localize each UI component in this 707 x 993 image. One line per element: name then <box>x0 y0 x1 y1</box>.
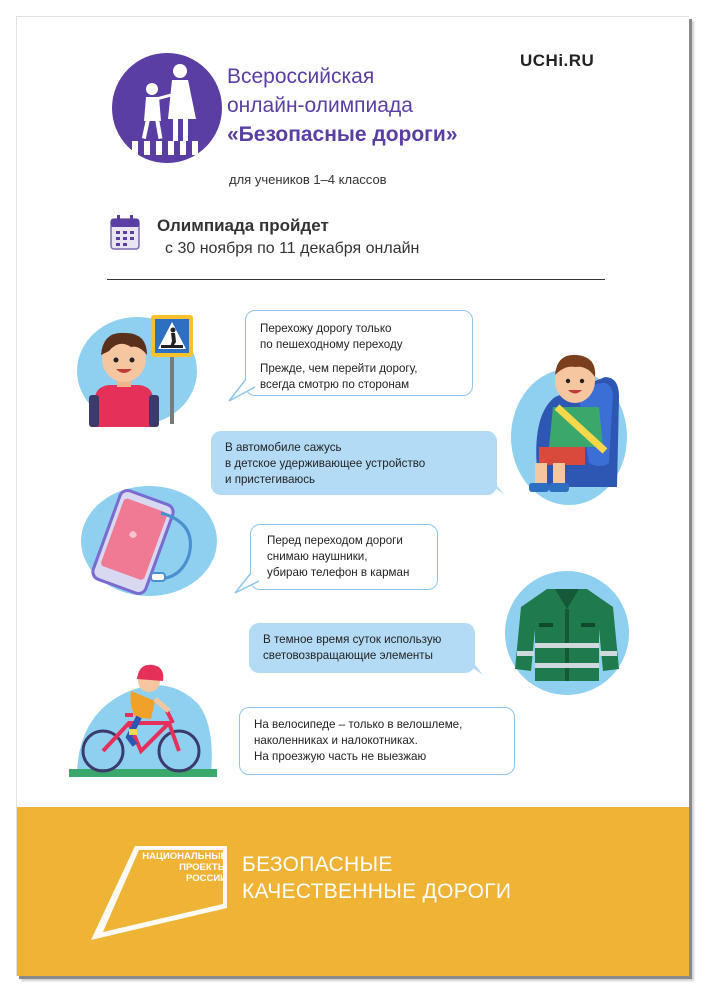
tip-text: и пристегиваюсь <box>225 473 316 486</box>
tip-text: всегда смотрю по сторонам <box>260 378 410 391</box>
title-line-2: онлайн-олимпиада <box>227 94 413 117</box>
tip-text: На велосипеде – только в велошлеме, <box>254 718 463 731</box>
footer-title-line-2: КАЧЕСТВЕННЫЕ ДОРОГИ <box>242 880 512 903</box>
divider <box>107 279 605 280</box>
tip-text: убираю телефон в карман <box>267 566 410 579</box>
bubble-tail <box>233 571 261 595</box>
np-line-1: НАЦИОНАЛЬНЫЕ <box>142 851 227 862</box>
tip-bubble-car-seat <box>211 431 497 495</box>
bubble-tail <box>479 477 507 497</box>
children-crossing-logo <box>112 53 222 163</box>
tip-text: В автомобиле сажусь <box>225 441 342 454</box>
poster-page <box>16 16 689 976</box>
bubble-tail <box>227 377 257 403</box>
tip-text: световозвращающие элементы <box>263 649 433 662</box>
olympiad-title <box>227 62 547 149</box>
tip-bubble-bicycle <box>239 707 515 775</box>
tip-text: Перехожу дорогу только <box>260 322 392 335</box>
calendar-icon <box>109 215 141 251</box>
np-line-2: ПРОЕКТЫ <box>179 862 227 873</box>
tip-text: по пешеходному переходу <box>260 338 403 351</box>
uchi-ru-logo: UCHi.RU <box>520 51 595 70</box>
tip-bubble-crosswalk <box>245 310 473 396</box>
national-projects-footer <box>17 807 689 976</box>
tip-text: Перед переходом дороги <box>267 534 403 547</box>
title-line-3: «Безопасные дороги» <box>227 123 458 146</box>
grade-subtitle: для учеников 1–4 классов <box>229 172 387 187</box>
tip-text: На проезжую часть не выезжаю <box>254 750 427 763</box>
national-projects-label <box>137 851 227 884</box>
dates-heading: Олимпиада пройдет <box>157 216 329 235</box>
child-car-seat-illustration <box>509 337 634 507</box>
dates-text: с 30 ноября по 11 декабря онлайн <box>165 240 420 257</box>
reflective-jacket-illustration <box>503 569 631 697</box>
safe-roads-title <box>242 851 511 905</box>
tip-text: Прежде, чем перейти дорогу, <box>260 362 418 375</box>
tip-text: в детское удерживающее устройство <box>225 457 426 470</box>
tip-bubble-reflective <box>249 623 475 673</box>
bubble-tail <box>457 657 485 677</box>
phone-earphones-illustration <box>77 483 217 598</box>
boy-crosswalk-illustration <box>75 309 205 427</box>
tip-text: наколенниках и налокотниках. <box>254 734 418 747</box>
girl-bicycle-illustration <box>69 655 217 777</box>
np-line-3: РОССИИ <box>186 873 227 884</box>
title-line-1: Всероссийская <box>227 65 375 88</box>
tip-bubble-headphones <box>250 524 438 590</box>
footer-title-line-1: БЕЗОПАСНЫЕ <box>242 853 393 876</box>
tip-text: снимаю наушники, <box>267 550 368 563</box>
tip-text: В темное время суток использую <box>263 633 442 646</box>
